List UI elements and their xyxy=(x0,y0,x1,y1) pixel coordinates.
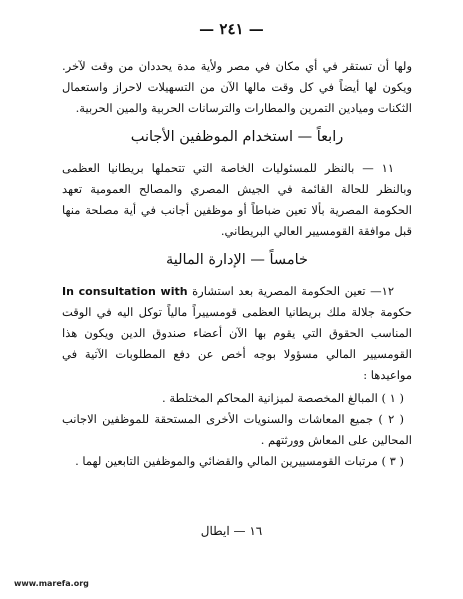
page-content xyxy=(62,56,412,472)
article-12-intro: ١٢— تعين الحكومة المصرية بعد استشارة xyxy=(192,284,395,298)
list-item: ( ٣ ) مرتبات القومسييرين المالي والقضائي والموظفين التابعين لهما . xyxy=(75,454,404,468)
article-12-paragraph xyxy=(62,281,412,386)
section-heading-financial-administration: خامساً — الإدارة المالية xyxy=(165,252,309,268)
article-11-paragraph: ١١ — بالنظر للمسئوليات الخاصة التي تتحملها بريطانيا العظمى وبالنظر للحالة القائمة في الجيش المصري والمصالح العمومية تعهد الحكومة المصرية بألا تعين ضباطاً أو موظفين أجانب في أية مصلحة منها قبل موافقة القومسيير العالي البريطاني. xyxy=(62,161,412,238)
section-heading-foreign-employees: رابعاً — استخدام الموظفين الأجانب xyxy=(130,129,344,145)
list-item: ( ١ ) المبالغ المخصصة لميزانية المحاكم المختلطة . xyxy=(162,391,404,405)
page-number: — ٢٤١ — xyxy=(199,20,264,38)
watermark: www.marefa.org xyxy=(14,579,89,588)
footer-note: ١٦ — ايطال xyxy=(200,524,263,538)
intro-paragraph: ولها أن تستقر في أي مكان في مصر ولأية مدة يحددان من وقت لآخر. ويكون لها أيضاً في كل وقت مالها الآن من التسهيلات لاحراز واستعمال الثكنات وميادين التمرين والمطارات والترسانات الحربية والمين الحربية. xyxy=(62,59,412,115)
article-12-body: حكومة جلالة ملك بريطانيا العظمى قومسييراً مالياً توكل اليه في الوقت المناسب الحقوق التي يقوم بها الآن أعضاء صندوق الدين ويكون هذا القومسيير المالي مسؤولا بوجه أخص عن دفع المطلوبات الآتية في مواعيدها : xyxy=(62,305,412,382)
list-item: ( ٢ ) جميع المعاشات والسنويات الأخرى المستحقة للموظفين الاجانب المحالين على المعاش وورثتهم . xyxy=(62,412,412,447)
latin-phrase: In consultation with xyxy=(62,285,188,298)
